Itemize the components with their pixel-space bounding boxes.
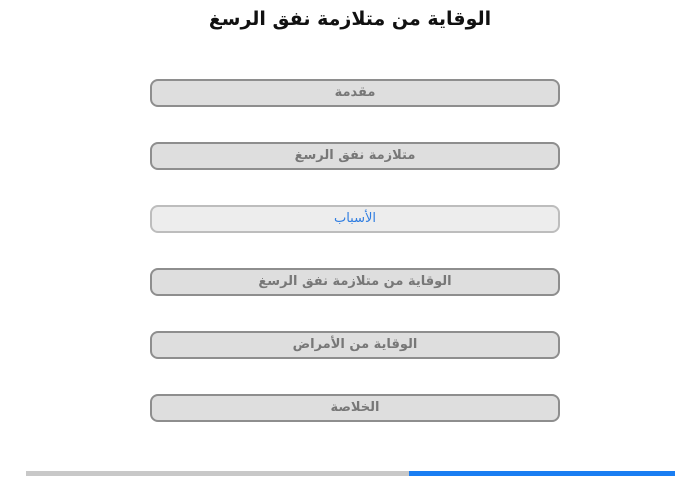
progress-fill <box>409 471 675 476</box>
menu-button-causes[interactable]: الأسباب <box>150 205 560 233</box>
progress-bar <box>26 471 675 476</box>
page-title: الوقاية من متلازمة نفق الرسغ <box>208 8 492 30</box>
menu-button-prevention-carpal-tunnel[interactable]: الوقاية من متلازمة نفق الرسغ <box>150 268 560 296</box>
menu-button-disease-prevention[interactable]: الوقاية من الأمراض <box>150 331 560 359</box>
menu-button-conclusion[interactable]: الخلاصة <box>150 394 560 422</box>
menu-button-introduction[interactable]: مقدمة <box>150 79 560 107</box>
menu-button-carpal-tunnel[interactable]: متلازمة نفق الرسغ <box>150 142 560 170</box>
